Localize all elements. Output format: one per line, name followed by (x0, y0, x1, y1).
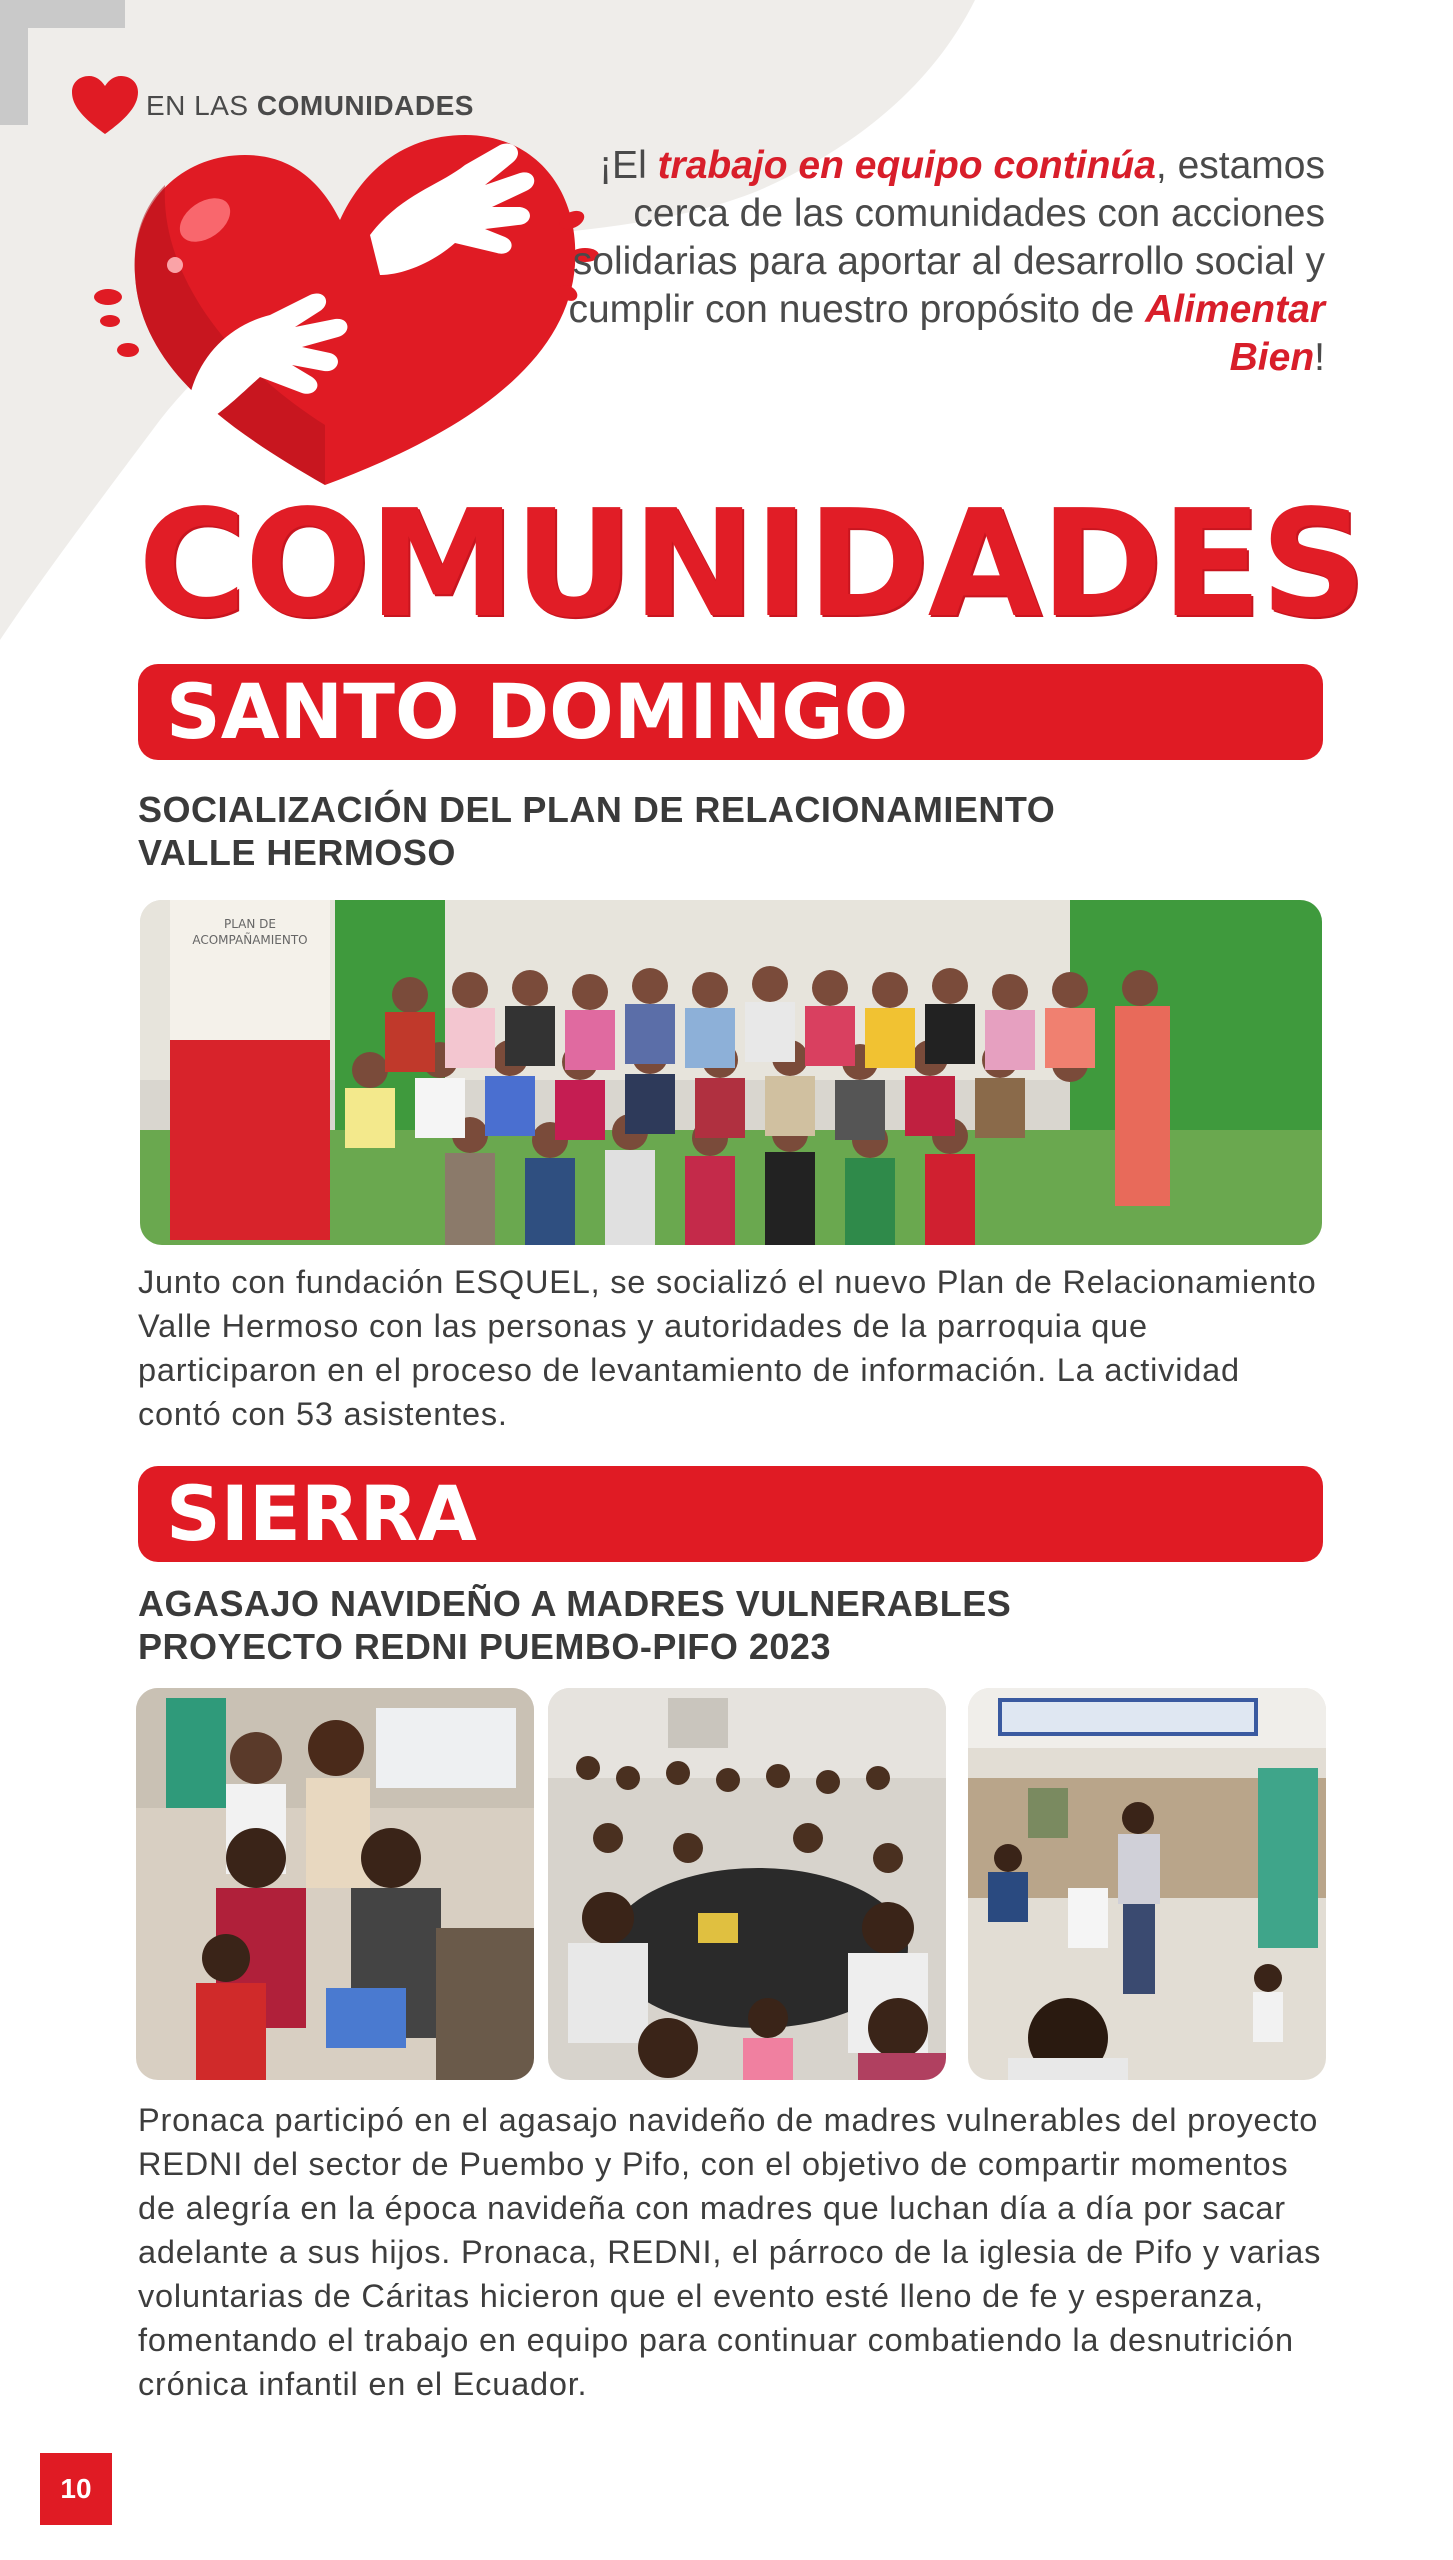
intro-emphasis-2: Alimentar Bien (1145, 288, 1325, 379)
page-number: 10 (40, 2453, 112, 2525)
sierra-paragraph: Pronaca participó en el agasajo navideño de madres vulnerables del proyecto REDNI del sector de Puembo y Pifo, con el objetivo de compartir momentos de alegría en la época navideña con madres que luchan día a día por sacar adelante a sus hijos. Pronaca, REDNI, el párroco de la iglesia de Pifo y varias voluntarias de Cáritas hicieron que el evento esté lleno de fe y esperanza, fomentando el trabajo en equipo para continuar combatiendo la desnutrición crónica infantil en el Ecuador. (138, 2102, 1322, 2402)
intro-text-1: ¡El (599, 144, 658, 187)
santo-domingo-paragraph: Junto con fundación ESQUEL, se socializó el nuevo Plan de Relacionamiento Valle Hermoso con las personas y autoridades de la parroquia que participaron en el proceso de levantamiento de información. La actividad contó con 53 asistentes. (138, 1264, 1317, 1432)
section-header-label (146, 90, 474, 122)
main-title: COMUNIDADES (138, 478, 1365, 650)
photo-event-tables (548, 1688, 946, 2080)
banner-label: SIERRA (166, 1469, 477, 1558)
photo-mothers-children (136, 1688, 534, 2080)
intro-text-3: ! (1314, 336, 1325, 379)
svg-text:ACOMPAÑAMIENTO: ACOMPAÑAMIENTO (192, 933, 308, 947)
subtitle-line-1: AGASAJO NAVIDEÑO A MADRES VULNERABLES (138, 1583, 1012, 1624)
subtitle-line-1: SOCIALIZACIÓN DEL PLAN DE RELACIONAMIENTO (138, 789, 1056, 830)
section-banner-santo-domingo (138, 664, 1323, 760)
banner-label: SANTO DOMINGO (166, 667, 909, 756)
header-section: COMUNIDADES (256, 90, 474, 121)
intro-paragraph (545, 142, 1325, 382)
subtitle-line-2: VALLE HERMOSO (138, 832, 456, 873)
section-subtitle (138, 1582, 1323, 1668)
header-prefix: EN LAS (146, 90, 249, 121)
section-banner-sierra (138, 1466, 1323, 1562)
photo-speaker-presentation (968, 1688, 1326, 2080)
intro-emphasis-1: trabajo en equipo continúa (657, 144, 1156, 187)
group-photo-valle-hermoso (140, 900, 1322, 1245)
svg-text:PLAN DE: PLAN DE (223, 917, 277, 931)
intro-text-2: , estamos cerca de las comunidades con acciones solidarias para aportar al desarrollo social y cumplir con nuestro propósito de (568, 144, 1325, 331)
subtitle-line-2: PROYECTO REDNI PUEMBO-PIFO 2023 (138, 1626, 831, 1667)
heart-hands-illustration (80, 125, 600, 495)
section-subtitle (138, 788, 1323, 874)
